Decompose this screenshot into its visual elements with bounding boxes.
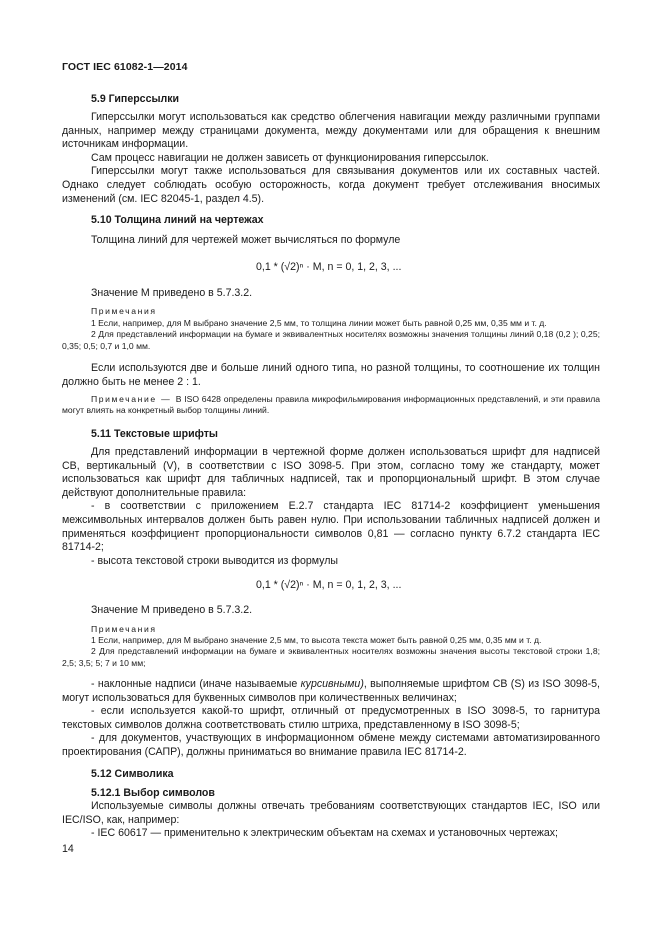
note-item: 1 Если, например, для M выбрано значение 2,5 мм, то высота текста может быть равной 0,25 мм, 0,35 мм и т. д. xyxy=(91,635,542,645)
list-item: - для документов, участвующих в информационном обмене между системами автоматизированного проектирования (САПР), должны приниматься во внимание правила IEC 81714-2. xyxy=(62,732,600,758)
list-item: - IEC 60617 — применительно к электрическим объектам на схемах и установочных чертежах; xyxy=(91,827,558,840)
section-5-9-body xyxy=(62,111,600,206)
section-heading-5-9: 5.9 Гиперссылки xyxy=(91,93,180,105)
list-item: - в соответствии с приложением E.2.7 стандарта IEC 81714-2 коэффициент уменьшения межсимвольных интервалов должен быть равен нулю. При использовании табличных надписей должен и применяться коэффициент пропорциональности символов 0,81 — согласно пункту 6.7.2 стандарта IEC 81714-2; xyxy=(62,500,600,554)
formula: 0,1 * (√2)ⁿ · M, n = 0, 1, 2, 3, ... xyxy=(256,579,402,591)
section-5-11-list xyxy=(62,678,600,760)
notes-body xyxy=(62,635,600,669)
paragraph: Значение M приведено в 5.7.3.2. xyxy=(91,604,253,616)
note-item: 2 Для представлений информации на бумаге и эквивалентных носителях возможны значения толщины линий 0,18 (0,2 ); 0,25; 0,35; 0,5; 0,7 и 1,0 мм. xyxy=(62,329,600,351)
paragraph: Гиперссылки могут использоваться как средство облегчения навигации между различными группами данных, например между страницами документа, между документами или для обращения к внешним источникам информации. xyxy=(62,111,600,151)
notes-body xyxy=(62,318,600,352)
paragraph: Сам процесс навигации не должен зависеть от функционирования гиперссылок. xyxy=(91,151,489,164)
paragraph: Значение M приведено в 5.7.3.2. xyxy=(91,287,253,299)
notes-label: Примечания xyxy=(91,624,157,634)
note-label: Примечание — xyxy=(91,394,176,404)
doc-header: ГОСТ IEC 61082-1—2014 xyxy=(62,61,188,73)
note-paragraph xyxy=(62,394,600,417)
section-heading-5-11: 5.11 Текстовые шрифты xyxy=(91,428,218,440)
section-heading-5-10: 5.10 Толщина линий на чертежах xyxy=(91,214,264,226)
list-item: - высота текстовой строки выводится из формулы xyxy=(91,554,339,567)
list-text: - наклонные надписи (иначе называемые xyxy=(91,678,301,690)
paragraph: Гиперссылки могут также использоваться для связывания документов или их составных частей. Однако следует соблюдать особую осторожность, когда документ требует отслеживания вносимых изменений (см. IEC 82045-1, раздел 4.5). xyxy=(62,165,600,205)
paragraph: Для представлений информации в чертежной форме должен использоваться шрифт для надписей CB, вертикальный (V), в соответствии с ISO 3098-5. При этом, согласно тому же стандарту, может использоваться как шрифт для табличных надписей, так и пропорциональный шрифт. В этом случае действуют дополнительные правила: xyxy=(62,446,600,499)
section-5-11-body xyxy=(62,446,600,568)
list-item xyxy=(62,678,600,705)
notes-label: Примечания xyxy=(91,306,157,316)
subsection-heading-5-12-1: 5.12.1 Выбор символов xyxy=(91,787,215,799)
note-item: 2 Для представлений информации на бумаге и эквивалентных носителях возможны значения высоты текстовой строки 1,8; 2,5; 3,5; 5; 7 и 10 мм; xyxy=(62,646,600,668)
paragraph: Используемые символы должны отвечать требованиям соответствующих стандартов IEC, ISO или IEC/ISO, как, например: xyxy=(62,800,600,826)
paragraph: Если используются две и больше линий одного типа, но разной толщины, то соотношение их толщин должно быть не менее 2 : 1. xyxy=(62,362,600,388)
paragraph: Толщина линий для чертежей может вычисляться по формуле xyxy=(91,234,401,246)
section-5-12-body xyxy=(62,800,600,841)
list-text: , выполняемые шрифтом CB (S) из ISO 3098-5, могут использоваться для буквенных символов при количественных величинах; xyxy=(62,678,601,704)
list-item: - eсли используется какой-то шрифт, отличный от предусмотренных в ISO 3098-5, то гарнитура текстовых символов должна соответствовать стилю штриха, представленному в ISO 3098-5; xyxy=(62,705,600,731)
formula: 0,1 * (√2)ⁿ · M, n = 0, 1, 2, 3, ... xyxy=(256,261,402,273)
section-heading-5-12: 5.12 Символика xyxy=(91,768,174,780)
page-number: 14 xyxy=(62,843,74,855)
list-text-italic: курсивными) xyxy=(300,678,364,690)
note-item: 1 Если, например, для M выбрано значение 2,5 мм, то толщина линии может быть равной 0,25 мм, 0,35 мм и т. д. xyxy=(91,318,547,328)
note-text: В ISO 6428 определены правила микрофильмирования информационных представлений, и эти правила могут влиять на конкретный выбор толщины линий. xyxy=(62,394,600,416)
